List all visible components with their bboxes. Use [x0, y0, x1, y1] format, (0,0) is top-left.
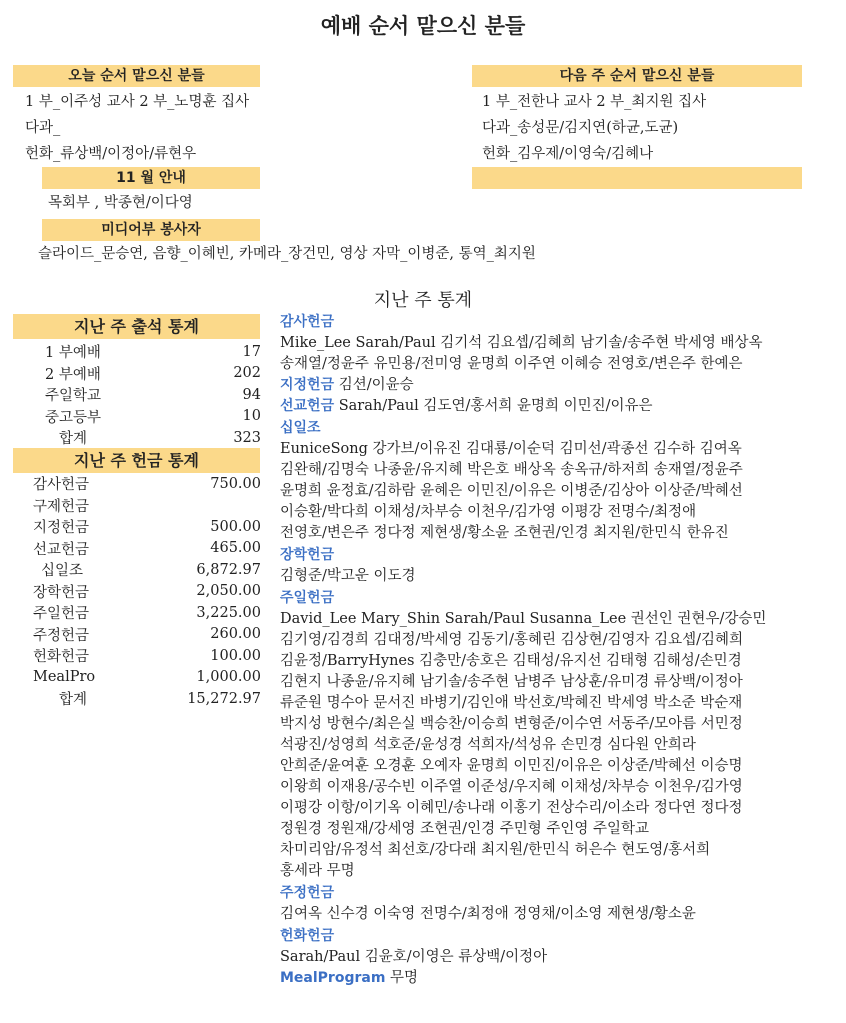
offering-label: 선교헌금: [33, 541, 90, 558]
juil-heading: 주일헌금: [280, 590, 335, 606]
next-week-header: 다음 주 순서 맡으신 분들: [472, 65, 802, 87]
seongyo-heading: 선교헌금: [280, 398, 335, 414]
offering-value: 750.00: [210, 475, 261, 492]
jujeong-heading: 주정헌금: [280, 885, 335, 901]
juil-line-13: 홍세라 무명: [280, 863, 355, 879]
juil-line-4: 김현지 나종윤/유지혜 남기솔/송주현 남병주 남상훈/유미경 류상백/이정아: [280, 674, 743, 690]
gamsa-heading: 감사헌금: [280, 314, 335, 330]
offering-label: 구제헌금: [33, 498, 90, 515]
today-line-3: 헌화_류상백/이정아/류현우: [25, 146, 197, 162]
heonhwa-heading: 헌화헌금: [280, 928, 335, 944]
mealprogram-row: [280, 968, 840, 989]
gamsa-line-2: 송재열/정윤주 유민용/전미영 윤명희 이주연 이혜승 전영호/변은주 한예은: [280, 356, 743, 372]
jijeong-heading: 지정헌금: [280, 377, 335, 393]
janghak-heading: 장학헌금: [280, 547, 335, 563]
offering-label: 지정헌금: [33, 520, 90, 537]
offering-label: 헌화헌금: [33, 649, 90, 666]
juil-line-7: 석광진/성영희 석호준/윤성경 석희자/석성유 손민경 심다원 안희라: [280, 737, 696, 753]
table-row: [33, 645, 261, 667]
juil-line-10: 이평강 이항/이기옥 이혜민/송나래 이홍기 전상수리/이소라 정다연 정다정: [280, 800, 743, 816]
offering-label: 주정헌금: [33, 627, 90, 644]
jijeong-text: 김션/이윤승: [338, 377, 414, 393]
offering-label: 감사헌금: [33, 477, 90, 494]
next-week-empty-band: [472, 167, 802, 189]
attendance-value: 10: [242, 408, 261, 425]
juil-line-3: 김윤정/BarryHynes 김충만/송호은 김태성/유지선 김태형 김해성/손민경: [280, 653, 742, 669]
janghak-line-1: 김형준/박고운 이도경: [280, 568, 416, 584]
juil-line-12: 차미리암/유정석 최선호/강다래 최지원/한민식 허은수 현도영/홍서희: [280, 842, 711, 858]
offering-label: MealPro: [33, 669, 96, 686]
heonhwa-line-1: Sarah/Paul 김윤호/이영은 류상백/이정아: [280, 949, 548, 965]
offering-value: 260.00: [210, 626, 261, 643]
next-week-line-3: 헌화_김우제/이영숙/김혜나: [482, 146, 654, 162]
next-week-line-1: 1 부_전한나 교사 2 부_최지원 집사: [482, 94, 707, 110]
attendance-label: 주일학교: [45, 388, 102, 405]
attendance-value: 94: [242, 386, 261, 403]
table-row: [33, 624, 261, 646]
table-row: [33, 473, 261, 495]
juil-line-11: 정원경 정원재/강세영 조현권/인경 주민형 주인영 주일학교: [280, 821, 649, 837]
seongyo-text: Sarah/Paul 김도연/홍서희 윤명희 이민진/이유은: [338, 398, 653, 414]
today-header: 오늘 순서 맡으신 분들: [13, 65, 260, 87]
offering-value: 3,225.00: [196, 604, 261, 621]
offering-header: 지난 주 헌금 통계: [13, 448, 260, 473]
table-row: [33, 602, 261, 624]
offering-value: 500.00: [210, 518, 261, 535]
gamsa-line-1: Mike_Lee Sarah/Paul 김기석 김요셉/김혜희 남기솔/송주현 박세영 배상옥: [280, 335, 763, 351]
table-row: [33, 688, 261, 710]
sipiljo-line-1: EuniceSong 강가브/이유진 김대룡/이순덕 김미선/곽종선 김수하 김여옥: [280, 441, 742, 457]
table-row: [33, 495, 261, 517]
attendance-total-label: 합계: [59, 431, 88, 448]
table-row: [33, 516, 261, 538]
table-row: [33, 581, 261, 603]
attendance-label: 1 부예배: [45, 345, 101, 362]
offering-value: 1,000.00: [196, 669, 261, 686]
today-line-1: 1 부_이주성 교사 2 부_노명훈 집사: [25, 94, 250, 110]
sipiljo-line-3: 윤명희 윤정효/김하람 윤혜은 이민진/이유은 이병준/김상아 이상준/박혜선: [280, 483, 743, 499]
offering-total-label: 합계: [59, 692, 88, 709]
attendance-header: 지난 주 출석 통계: [13, 314, 260, 339]
offering-total-value: 15,272.97: [187, 690, 261, 707]
sipiljo-line-5: 전영호/변은주 정다정 제현생/황소윤 조현권/인경 최지원/한민식 한유진: [280, 525, 729, 541]
offering-value: 2,050.00: [196, 583, 261, 600]
offering-label: 주일헌금: [33, 606, 90, 623]
media-line: 슬라이드_문승연, 음향_이혜빈, 카메라_장건민, 영상 자막_이병준, 통역_최지원: [38, 246, 536, 262]
offering-value: [169, 495, 261, 517]
attendance-label: 2 부예배: [45, 366, 101, 383]
juil-line-6: 박지성 방현수/최은실 백승찬/이승희 변형준/이수연 서동주/모아름 서민정: [280, 716, 743, 732]
seongyo-row: [280, 396, 840, 417]
jijeong-row: [280, 375, 840, 396]
offering-label: 십일조: [41, 563, 84, 580]
juil-line-5: 류준원 명수아 문서진 바병기/김인애 박선호/박혜진 박세영 박소준 박순재: [280, 695, 743, 711]
attendance-label: 중고등부: [45, 409, 102, 426]
offering-table: [33, 473, 261, 710]
juil-line-9: 이왕희 이재용/공수빈 이주열 이준성/우지혜 이채성/차부승 이천우/김가영: [280, 779, 743, 795]
table-row: [45, 384, 261, 406]
attendance-value: 17: [242, 343, 261, 360]
table-row: [45, 406, 261, 428]
mealprogram-text: 무명: [390, 970, 419, 986]
attendance-total-value: 323: [233, 429, 261, 446]
mealprogram-heading: MealProgram: [280, 970, 386, 986]
attendance-table: [45, 341, 261, 449]
juil-line-8: 안희준/윤여훈 오경훈 오예자 윤명희 이민진/이유은 이상준/박혜선 이승명: [280, 758, 743, 774]
page-title: 예배 순서 맡으신 분들: [320, 14, 526, 38]
jujeong-line-1: 김여옥 신수경 이숙영 전명수/최정애 정영채/이소영 제현생/황소윤: [280, 906, 696, 922]
juil-line-2: 김기영/김경희 김대정/박세영 김동기/홍혜린 김상현/김영자 김요셉/김혜희: [280, 632, 744, 648]
today-line-2: 다과_: [25, 120, 61, 136]
sipiljo-line-2: 김완해/김명숙 나종윤/유지혜 박은호 배상옥 송옥규/하저희 송재열/정윤주: [280, 462, 743, 478]
table-row: [33, 538, 261, 560]
november-header: 11 월 안내: [42, 167, 260, 189]
juil-line-1: David_Lee Mary_Shin Sarah/Paul Susanna_Lee 권선인 권현우/강승민: [280, 611, 767, 627]
media-header: 미디어부 봉사자: [42, 219, 260, 241]
attendance-value: 202: [233, 365, 261, 382]
sipiljo-line-4: 이승환/박다희 이채성/차부승 이천우/김가영 이평강 전명수/최정애: [280, 504, 697, 520]
donor-list: [280, 311, 840, 989]
offering-value: 6,872.97: [196, 561, 261, 578]
offering-value: 100.00: [210, 647, 261, 664]
stats-title: 지난 주 통계: [373, 290, 473, 311]
sipiljo-heading: 십일조: [280, 420, 321, 436]
november-line: 목회부 , 박종현/이다영: [48, 195, 193, 211]
table-row: [33, 559, 261, 581]
next-week-line-2: 다과_송성문/김지연(하균,도균): [482, 120, 679, 136]
table-row: [33, 667, 261, 689]
table-row: [45, 363, 261, 385]
offering-label: 장학헌금: [33, 584, 90, 601]
table-row: [45, 341, 261, 363]
offering-value: 465.00: [210, 540, 261, 557]
table-row: [45, 427, 261, 449]
